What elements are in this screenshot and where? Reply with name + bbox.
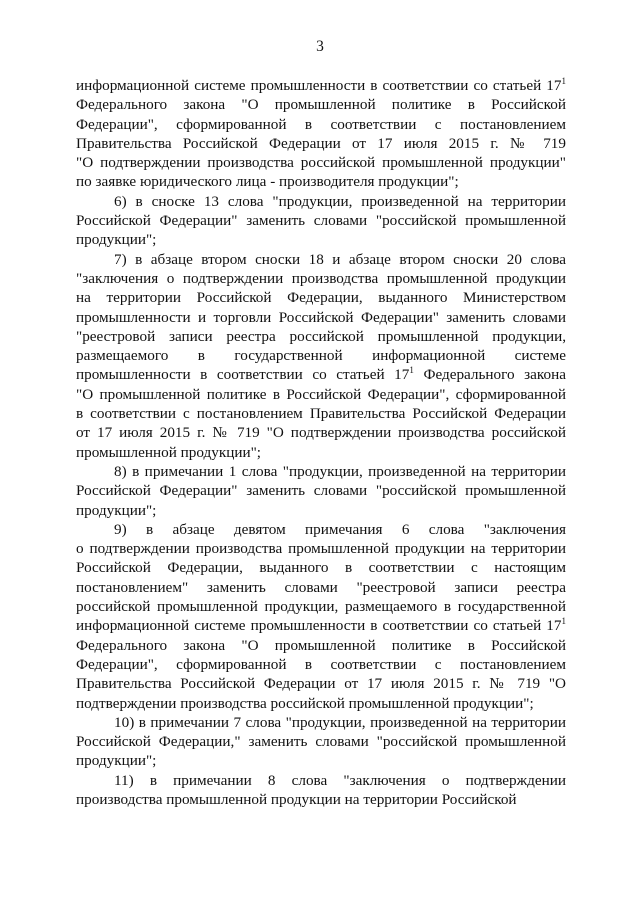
page-number: 3 [316,38,324,55]
text-line: продукции"; [76,752,157,770]
text-line: 11) в примечании 8 слова "заключения о подтверждении [114,771,566,789]
text-line: "реестровой записи реестра российской промышленной продукции, [76,327,566,345]
text-line: промышленной продукции"; [76,443,262,461]
text-line: продукции"; [76,231,157,249]
text-line: размещаемого в государственной информационной системе [76,347,566,365]
paragraph-item-11 [76,771,566,810]
text-line: 6) в сноске 13 слова "продукции, произведенной на территории [114,192,566,210]
text-line: "заключения о подтверждении производства промышленной продукции [76,269,566,287]
text-line: промышленности в соответствии со статьей $17^1$ Федерального закона [76,365,566,384]
text-line: промышленности и торговли Российской Федерации" заменить словами [76,308,566,326]
text-line: Российской Федерации" заменить словами "российской промышленной [76,482,566,500]
text-line: по заявке юридического лица - производителя продукции"; [76,173,459,191]
paragraph-item-10 [76,713,566,771]
text-line: о подтверждении производства промышленной продукции на территории [76,540,566,558]
text-line: 9) в абзаце девятом примечания 6 слова "заключения [114,520,566,538]
text-line: "О промышленной политике в Российской Федерации", сформированной [76,385,566,403]
text-line: 7) в абзаце втором сноски 18 и абзаце втором сноски 20 слова [114,250,566,268]
text-line: российской промышленной продукции, размещаемого в государственной [76,598,566,616]
text-line: Федерации", сформированной в соответствии с постановлением [76,115,566,133]
paragraph-item-6 [76,192,566,250]
text-line: Российской Федерации, выданного в соответствии с настоящим [76,559,566,577]
paragraph-item-7 [76,250,566,462]
text-line: от 17 июля 2015 г. № 719 "О подтверждении производства российской [76,424,566,442]
text-line: производства промышленной продукции на территории Российской [76,790,517,808]
text-line: Правительства Российской Федерации от 17 июля 2015 г. № 719 [76,134,566,152]
text-line: в соответствии с постановлением Правительства Российской Федерации [76,405,566,423]
text-line: Российской Федерации" заменить словами "российской промышленной [76,212,566,230]
document-body [76,76,566,809]
text-line: продукции"; [76,501,157,519]
text-line: Федерации", сформированной в соответствии с постановлением [76,655,566,673]
paragraph-item-9 [76,520,566,713]
text-line: постановлением" заменить словами "реестровой записи реестра [76,578,566,596]
text-line: 8) в примечании 1 слова "продукции, произведенной на территории [114,462,566,480]
text-line: Федерального закона "О промышленной политике в Российской [76,96,566,114]
text-line: Российской Федерации," заменить словами "российской промышленной [76,733,566,751]
text-line: "О подтверждении производства российской промышленной продукции" [76,154,566,172]
paragraph-continuation [76,76,566,192]
paragraph-item-8 [76,462,566,520]
text-line: подтверждении производства российской промышленной продукции"; [76,694,534,712]
text-line: информационной системе промышленности в соответствии со статьей $17^1$ [76,76,566,94]
text-line: на территории Российской Федерации, выданного Министерством [76,289,566,307]
text-line: Федерального закона "О промышленной политике в Российской [76,636,566,654]
text-line: Правительства Российской Федерации от 17 июля 2015 г. № 719 "О [76,675,566,693]
text-line: 10) в примечании 7 слова "продукции, произведенной на территории [114,713,566,731]
text-line: информационной системе промышленности в соответствии со статьей $17^1$ [76,616,566,635]
